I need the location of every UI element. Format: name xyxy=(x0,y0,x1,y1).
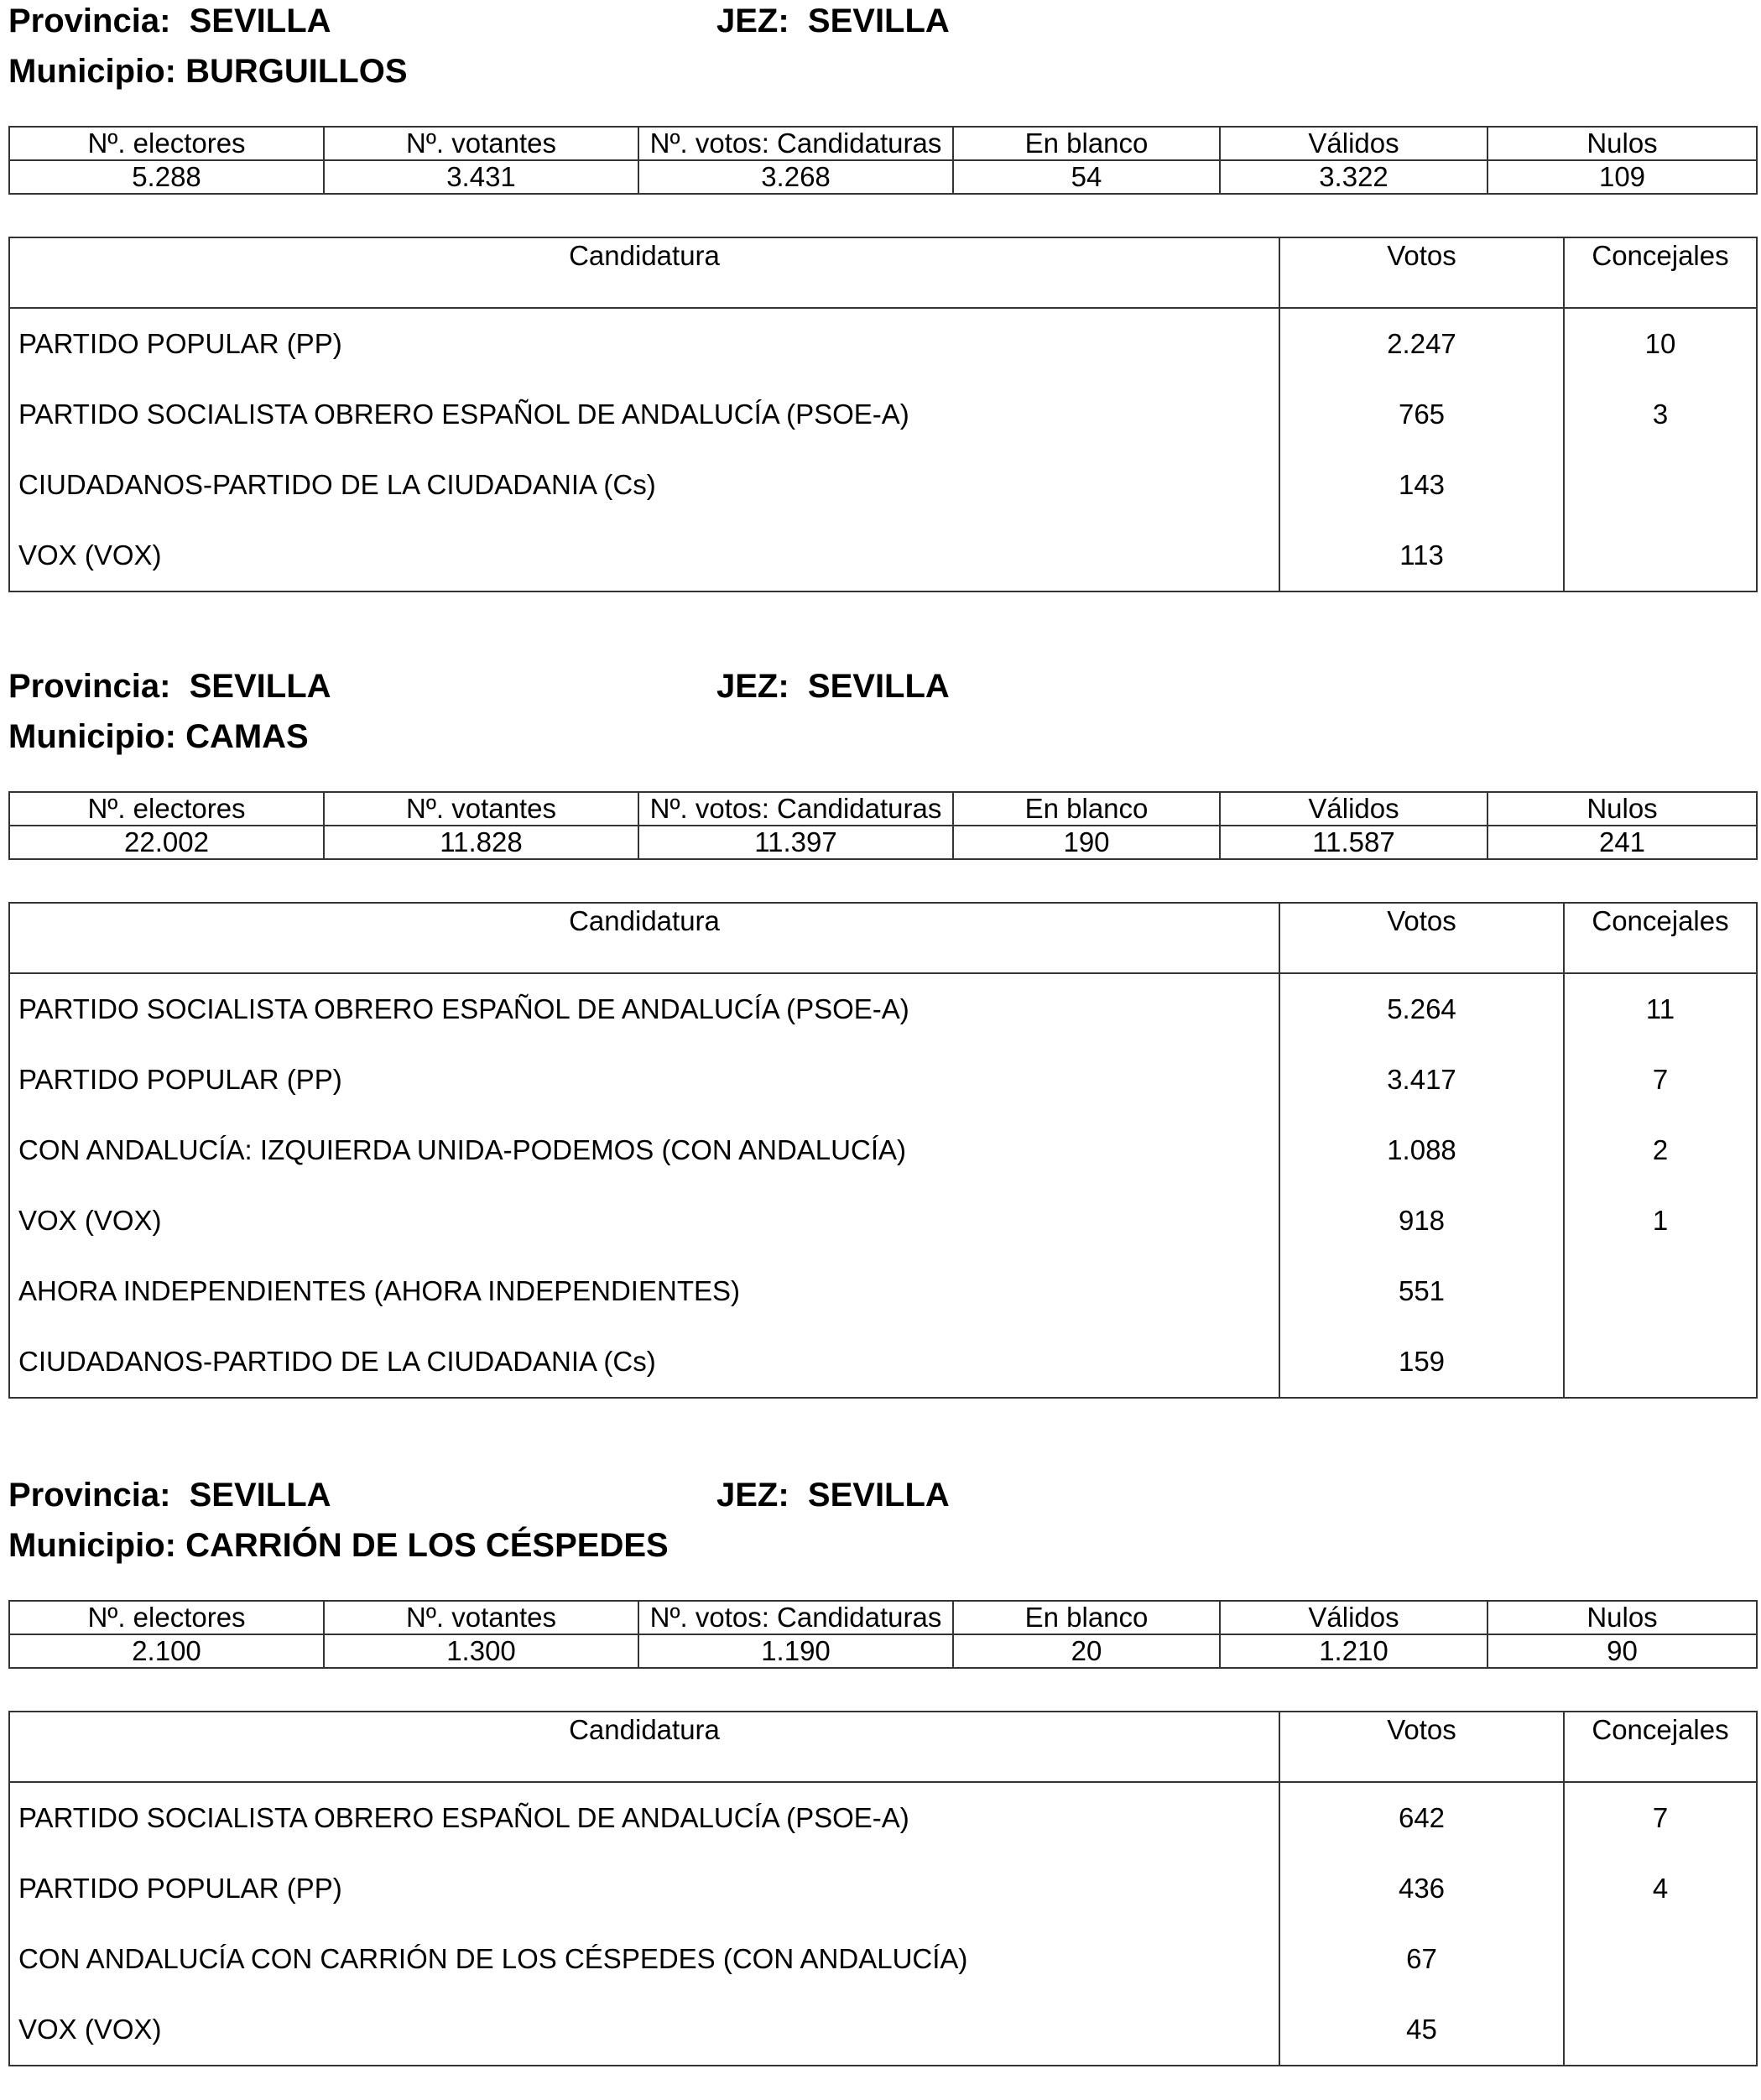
candidate-name: CIUDADANOS-PARTIDO DE LA CIUDADANIA (Cs) xyxy=(18,469,656,500)
candidate-name: VOX (VOX) xyxy=(18,539,162,571)
header-votos: Votos xyxy=(1279,903,1564,973)
municipio-label: Municipio: CARRIÓN DE LOS CÉSPEDES xyxy=(8,1527,669,1564)
candidate-name: VOX (VOX) xyxy=(18,2014,162,2045)
candidate-votes: 5.264 xyxy=(1279,973,1564,1045)
candidate-seats xyxy=(1564,520,1757,591)
candidates-table xyxy=(8,902,1758,1399)
section-carrion xyxy=(8,1474,1756,2066)
table-row xyxy=(9,520,1757,591)
header-concejales: Concejales xyxy=(1564,237,1757,308)
table-row xyxy=(9,973,1757,1045)
candidate-name: VOX (VOX) xyxy=(18,1205,162,1236)
header-votantes: Nº. votantes xyxy=(324,1601,638,1634)
value-votos-candidaturas: 3.268 xyxy=(638,160,953,194)
summary-header-row xyxy=(9,792,1757,826)
candidate-votes: 143 xyxy=(1279,450,1564,520)
value-electores: 2.100 xyxy=(9,1634,324,1668)
candidate-name: PARTIDO SOCIALISTA OBRERO ESPAÑOL DE ANDALUCÍA (PSOE-A) xyxy=(18,993,909,1024)
candidate-seats xyxy=(1564,1994,1757,2066)
header-electores: Nº. electores xyxy=(9,792,324,826)
summary-value-row xyxy=(9,826,1757,859)
table-row xyxy=(9,308,1757,379)
candidates-table xyxy=(8,1711,1758,2066)
header-validos: Válidos xyxy=(1220,127,1487,160)
candidate-seats xyxy=(1564,450,1757,520)
table-row xyxy=(9,1115,1757,1185)
candidate-votes: 67 xyxy=(1279,1924,1564,1994)
jez-label: JEZ: SEVILLA xyxy=(716,3,950,39)
municipio-label: Municipio: BURGUILLOS xyxy=(8,53,408,90)
value-validos: 11.587 xyxy=(1220,826,1487,859)
candidate-name: PARTIDO POPULAR (PP) xyxy=(18,1873,342,1904)
candidate-seats: 2 xyxy=(1564,1115,1757,1185)
candidates-header-row xyxy=(9,1712,1757,1782)
candidate-name: CIUDADANOS-PARTIDO DE LA CIUDADANIA (Cs) xyxy=(18,1346,656,1377)
candidate-votes: 2.247 xyxy=(1279,308,1564,379)
candidate-seats: 10 xyxy=(1564,308,1757,379)
candidate-name: AHORA INDEPENDIENTES (AHORA INDEPENDIENTES) xyxy=(18,1275,740,1306)
candidate-seats: 7 xyxy=(1564,1782,1757,1853)
value-validos: 1.210 xyxy=(1220,1634,1487,1668)
candidate-votes: 45 xyxy=(1279,1994,1564,2066)
header-nulos: Nulos xyxy=(1487,792,1757,826)
candidate-name: CON ANDALUCÍA CON CARRIÓN DE LOS CÉSPEDES (CON ANDALUCÍA) xyxy=(18,1943,968,1974)
value-nulos: 109 xyxy=(1487,160,1757,194)
header-votantes: Nº. votantes xyxy=(324,127,638,160)
section-camas xyxy=(8,665,1756,1399)
value-en-blanco: 190 xyxy=(953,826,1220,859)
table-row xyxy=(9,1045,1757,1115)
header-electores: Nº. electores xyxy=(9,127,324,160)
candidate-votes: 918 xyxy=(1279,1185,1564,1256)
candidate-name: PARTIDO POPULAR (PP) xyxy=(18,1064,342,1095)
header-en-blanco: En blanco xyxy=(953,127,1220,160)
value-votos-candidaturas: 11.397 xyxy=(638,826,953,859)
value-nulos: 90 xyxy=(1487,1634,1757,1668)
header-validos: Válidos xyxy=(1220,1601,1487,1634)
value-electores: 22.002 xyxy=(9,826,324,859)
table-row xyxy=(9,1256,1757,1326)
candidate-name: CON ANDALUCÍA: IZQUIERDA UNIDA-PODEMOS (CON ANDALUCÍA) xyxy=(18,1134,906,1165)
header-concejales: Concejales xyxy=(1564,1712,1757,1782)
value-votos-candidaturas: 1.190 xyxy=(638,1634,953,1668)
candidate-seats: 3 xyxy=(1564,379,1757,450)
header-votos-candidaturas: Nº. votos: Candidaturas xyxy=(638,127,953,160)
candidate-seats xyxy=(1564,1256,1757,1326)
candidate-votes: 642 xyxy=(1279,1782,1564,1853)
candidates-header-row xyxy=(9,237,1757,308)
header-votos-candidaturas: Nº. votos: Candidaturas xyxy=(638,792,953,826)
candidate-seats xyxy=(1564,1326,1757,1398)
candidate-votes: 113 xyxy=(1279,520,1564,591)
candidates-header-row xyxy=(9,903,1757,973)
header-nulos: Nulos xyxy=(1487,1601,1757,1634)
provincia-label: Provincia: SEVILLA xyxy=(8,3,331,39)
header-votantes: Nº. votantes xyxy=(324,792,638,826)
candidate-votes: 436 xyxy=(1279,1853,1564,1924)
value-electores: 5.288 xyxy=(9,160,324,194)
table-row xyxy=(9,1853,1757,1924)
candidate-seats: 4 xyxy=(1564,1853,1757,1924)
candidate-seats: 7 xyxy=(1564,1045,1757,1115)
header-en-blanco: En blanco xyxy=(953,1601,1220,1634)
summary-table xyxy=(8,791,1758,860)
candidates-table xyxy=(8,237,1758,592)
candidate-name: PARTIDO SOCIALISTA OBRERO ESPAÑOL DE ANDALUCÍA (PSOE-A) xyxy=(18,399,909,430)
candidate-votes: 765 xyxy=(1279,379,1564,450)
candidate-name: PARTIDO POPULAR (PP) xyxy=(18,328,342,359)
table-row xyxy=(9,450,1757,520)
value-validos: 3.322 xyxy=(1220,160,1487,194)
header-nulos: Nulos xyxy=(1487,127,1757,160)
provincia-label: Provincia: SEVILLA xyxy=(8,1477,331,1514)
provincia-label: Provincia: SEVILLA xyxy=(8,668,331,705)
table-row xyxy=(9,1994,1757,2066)
table-row xyxy=(9,1185,1757,1256)
candidate-name: PARTIDO SOCIALISTA OBRERO ESPAÑOL DE ANDALUCÍA (PSOE-A) xyxy=(18,1802,909,1833)
value-en-blanco: 20 xyxy=(953,1634,1220,1668)
candidate-votes: 159 xyxy=(1279,1326,1564,1398)
value-nulos: 241 xyxy=(1487,826,1757,859)
municipio-label: Municipio: CAMAS xyxy=(8,718,309,755)
candidate-votes: 551 xyxy=(1279,1256,1564,1326)
value-votantes: 3.431 xyxy=(324,160,638,194)
jez-label: JEZ: SEVILLA xyxy=(716,1477,950,1514)
header-en-blanco: En blanco xyxy=(953,792,1220,826)
summary-header-row xyxy=(9,127,1757,160)
header-validos: Válidos xyxy=(1220,792,1487,826)
candidate-seats: 1 xyxy=(1564,1185,1757,1256)
table-row xyxy=(9,1782,1757,1853)
header-concejales: Concejales xyxy=(1564,903,1757,973)
header-votos-candidaturas: Nº. votos: Candidaturas xyxy=(638,1601,953,1634)
header-candidatura: Candidatura xyxy=(9,1712,1279,1782)
header-electores: Nº. electores xyxy=(9,1601,324,1634)
table-row xyxy=(9,1326,1757,1398)
summary-value-row xyxy=(9,1634,1757,1668)
summary-table xyxy=(8,1600,1758,1669)
table-row xyxy=(9,1924,1757,1994)
section-burguillos xyxy=(8,0,1756,592)
header-candidatura: Candidatura xyxy=(9,237,1279,308)
summary-value-row xyxy=(9,160,1757,194)
summary-header-row xyxy=(9,1601,1757,1634)
table-row xyxy=(9,379,1757,450)
header-candidatura: Candidatura xyxy=(9,903,1279,973)
value-en-blanco: 54 xyxy=(953,160,1220,194)
candidate-votes: 3.417 xyxy=(1279,1045,1564,1115)
value-votantes: 1.300 xyxy=(324,1634,638,1668)
candidate-seats xyxy=(1564,1924,1757,1994)
header-votos: Votos xyxy=(1279,237,1564,308)
header-votos: Votos xyxy=(1279,1712,1564,1782)
candidate-votes: 1.088 xyxy=(1279,1115,1564,1185)
summary-table xyxy=(8,126,1758,195)
jez-label: JEZ: SEVILLA xyxy=(716,668,950,705)
candidate-seats: 11 xyxy=(1564,973,1757,1045)
value-votantes: 11.828 xyxy=(324,826,638,859)
